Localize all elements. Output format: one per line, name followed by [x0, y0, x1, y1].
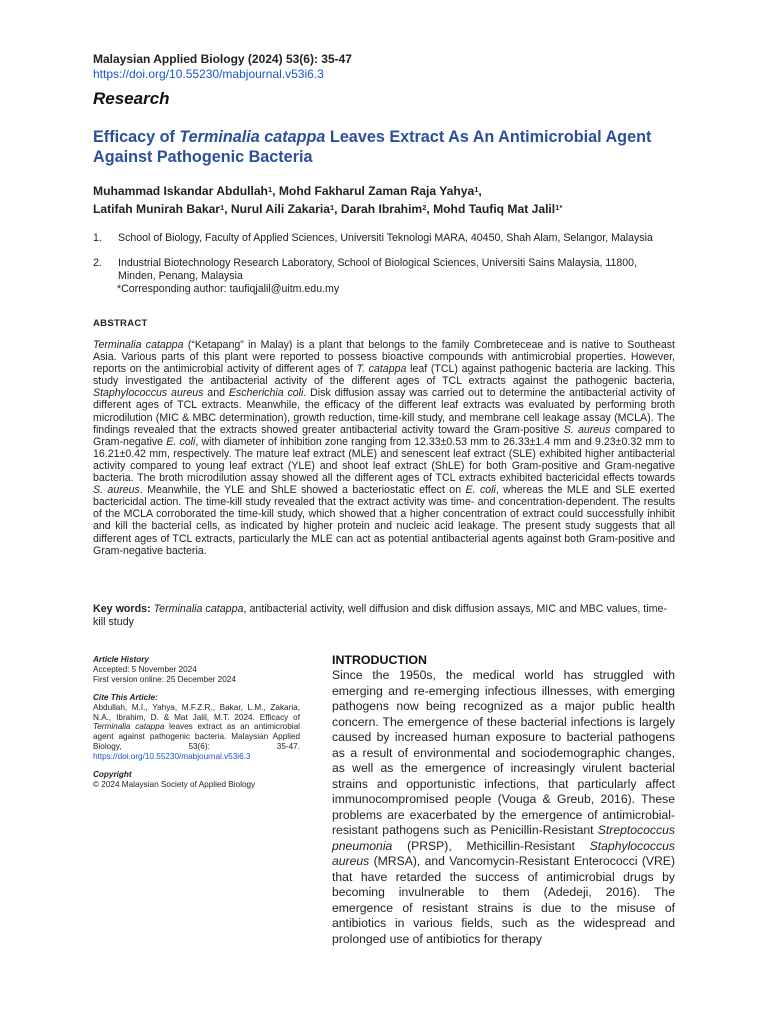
- introduction-heading: INTRODUCTION: [332, 653, 427, 667]
- cite-doi-link[interactable]: https://doi.org/10.55230/mabjournal.v53i6.3: [93, 752, 251, 762]
- introduction-body: Since the 1950s, the medical world has struggled with emerging and re-emerging infectious illnesses, with emerging pathogens now being recognized as a major public health concern. The emergence of these bacterial infections is largely caused by increased human exposure to bacterial pathogens as a result of environmental and sociodemographic changes, as well as the emergence of increasingly virulent bacterial strains and opportunistic infections, that particularly affect immunocompromised people (Vouga & Greub, 2016). These problems are exacerbated by the emergence of antimicrobial-resistant pathogens such as Penicillin-Resistant Streptococcus pneumonia (PRSP), Methicillin-Resistant Staphylococcus aureus (MRSA), and Vancomycin-Resistant Enterococci (VRE) that have retarded the success of antimicrobial drugs by becoming invulnerable to them (Adedeji, 2016). The emergence of resistant strains is due to the misuse of antibiotics in various fields, such as the widespread and prolonged use of antibiotics for therapy: [332, 668, 675, 946]
- keywords: Key words: Terminalia catappa, antibacterial activity, well diffusion and disk diffusion assays, MIC and MBC values, time-kill study: [93, 603, 668, 628]
- author: Darah Ibrahim: [340, 202, 423, 216]
- article-history: Article History Accepted: 5 November 2024 First version online: 25 December 2024: [93, 655, 236, 684]
- article-info-sidebar: [93, 655, 300, 798]
- copyright: Copyright © 2024 Malaysian Society of Applied Biology: [93, 770, 256, 789]
- corresponding-author: *Corresponding author: taufiqjalil@uitm.edu.my: [117, 283, 340, 295]
- author: Muhammad Iskandar Abdullah: [93, 184, 268, 198]
- abstract-body: Terminalia catappa (“Ketapang” in Malay) is a plant that belongs to the family Combreteceae and is native to Southeast Asia. Various parts of this plant were reported to possess bioactive compounds with antimicrobial properties. However, reports on the antimicrobial activity of different ages of T. catappa leaf (TCL) against pathogenic bacteria are lacking. This study investigated the antibacterial activity of the different ages of TCL extracts against the pathogenic bacteria, Staphylococcus aureus and Escherichia coli. Disk diffusion assay was carried out to determine the antibacterial activity of different ages of TCL extracts. Meanwhile, the efficacy of the different leaf extracts was evaluated by performing broth microdilution (MIC & MBC determination), growth reduction, time-kill study, and membrane cell leakage assay (MCLA). The findings revealed that the extracts showed greater antibacterial activity toward the Gram-positive S. aureus compared to Gram-negative E. coli, with diameter of inhibition zone ranging from 12.33±0.53 mm to 26.33±1.4 mm and 9.23±0.32 mm to 16.21±0.42 mm, respectively. The mature leaf extract (MLE) and senescent leaf extract (SLE) exhibited higher antibacterial activity compared to young leaf extract (YLE) and shoot leaf extract (ShLE) for both Gram-positive and Gram-negative bacteria. The broth microdilution assay showed all the different ages of TCL extracts exhibited bactericidal effects towards S. aureus. Meanwhile, the YLE and ShLE showed a bacteriostatic effect on E. coli, whereas the MLE and SLE exerted bactericidal action. The time-kill study revealed that the extract activity was time- and concentration-dependent. The results of the MCLA corroborated the time-kill study, which showed that a higher concentration of extract could successfully inhibit and kill the bacterial cells, as indicated by higher protein and nucleic acid leakage. The present study suggests that all different ages of TCL extracts, particularly the MLE can act as potential antibacterial agents against both Gram-positive and Gram-negative bacteria.: [93, 339, 675, 557]
- paper-title: Efficacy of Terminalia catappa Leaves Extract As An Antimicrobial Agent Against Pathogenic Bacteria: [93, 128, 652, 166]
- author: Nurul Aili Zakaria: [230, 202, 330, 216]
- author: Mohd Fakharul Zaman Raja Yahya: [278, 184, 475, 198]
- section-label: Research: [93, 89, 170, 108]
- title-species: Terminalia catappa: [179, 128, 326, 146]
- cite-this-article: Cite This Article: Abdullah, M.I., Yahya, M.F.Z.R., Bakar, L.M., Zakaria, N.A., Ibrahim, D. & Mat Jalil, M.T. 2024. Efficacy of Terminalia catappa leaves extract as an antimicrobial agent against pathogenic bacteria. Malaysian Applied Biology, 53(6): 35-47. https://doi.org/10.55230/mabjournal.v53i6.3: [93, 692, 300, 762]
- abstract-heading: ABSTRACT: [93, 318, 148, 329]
- author-list: Muhammad Iskandar Abdullah$^1$, Mohd Fakharul Zaman Raja Yahya$^1$, Latifah Munirah Bakar$^1$, Nurul Aili Zakaria$^1$, Darah Ibrahim$^2$, Mohd Taufiq Mat Jalil$^{1*}$: [93, 184, 563, 216]
- doi-link[interactable]: https://doi.org/10.55230/mabjournal.v53i6.3: [93, 67, 324, 81]
- author: Latifah Munirah Bakar: [93, 202, 221, 216]
- author: Mohd Taufiq Mat Jalil: [433, 202, 556, 216]
- journal-citation: Malaysian Applied Biology (2024) 53(6): 35-47: [93, 52, 352, 66]
